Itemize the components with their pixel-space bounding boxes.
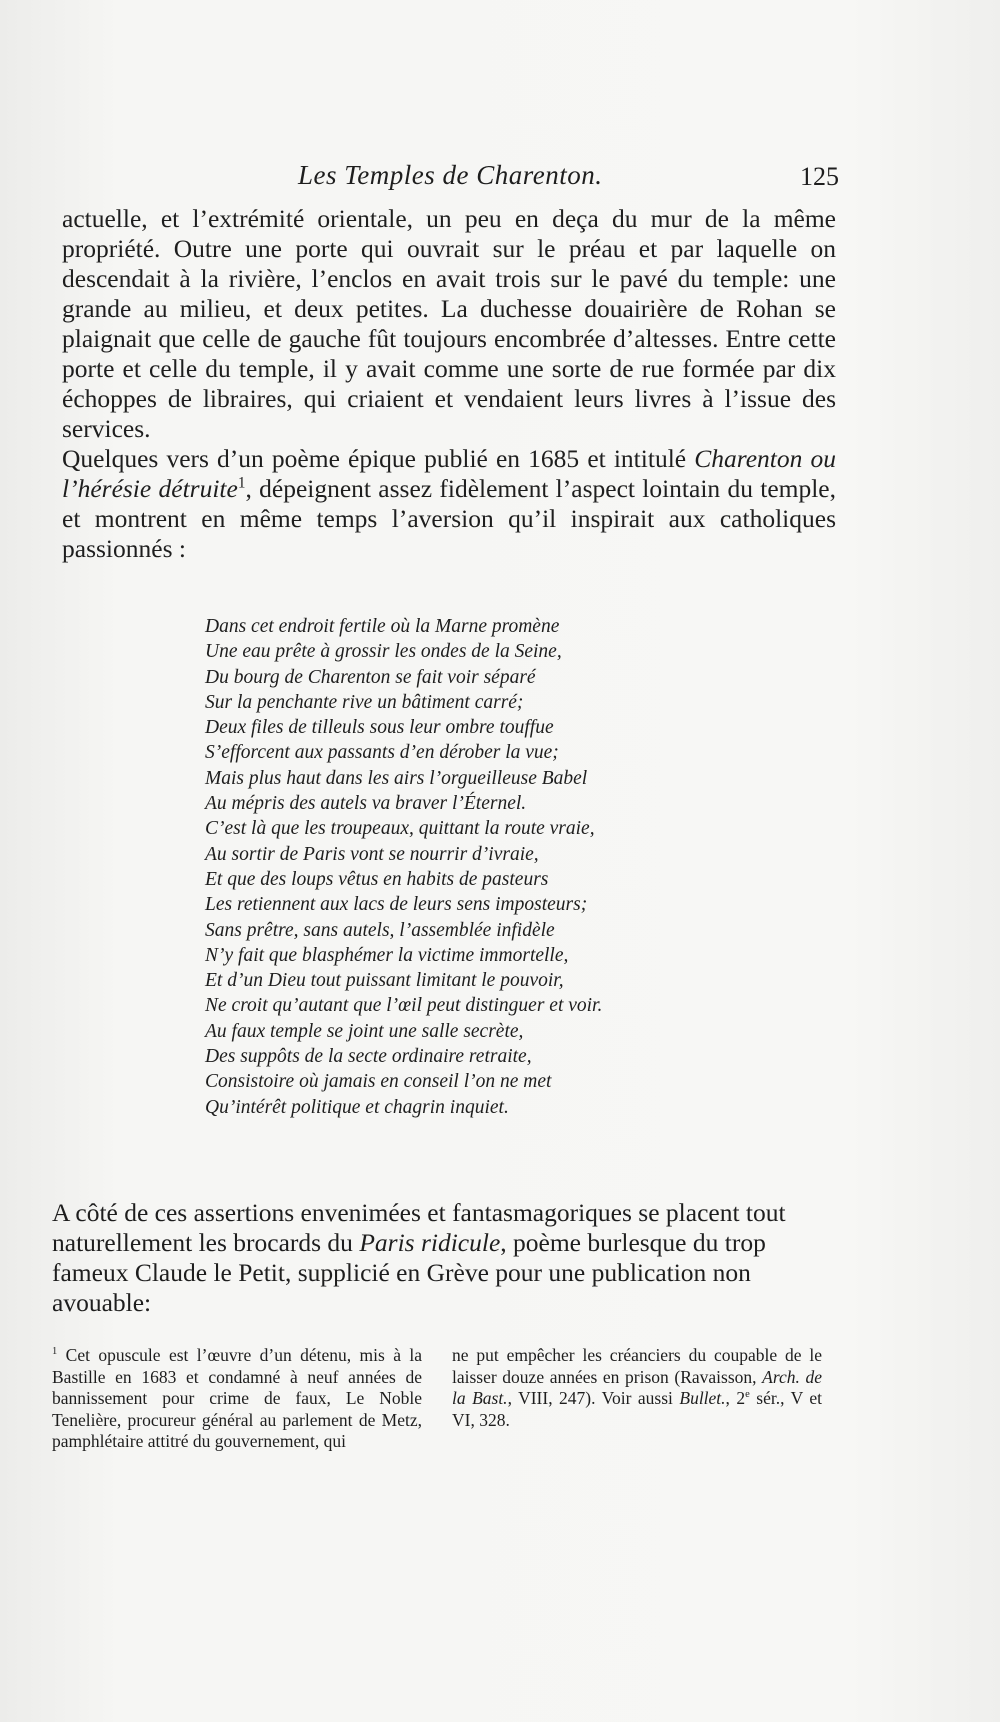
verse-line: Ne croit qu’autant que l’œil peut distinguer et voir. — [205, 995, 603, 1017]
verse-line: Une eau prête à grossir les ondes de la Seine, — [205, 641, 562, 663]
verse-line: Les retiennent aux lacs de leurs sens imposteurs; — [205, 894, 588, 916]
footnote-right-text-3: , 2 — [725, 1388, 746, 1408]
body-text-2 — [52, 1172, 826, 1343]
paragraph-3 — [52, 1198, 826, 1318]
verse-line: Au mépris des autels va braver l’Éternel. — [205, 793, 527, 815]
verse-line: Mais plus haut dans les airs l’orgueilleuse Babel — [205, 767, 588, 789]
paragraph-3-before: A côté de ces assertions envenimées et fantasmagoriques se placent tout naturellement les brocards du — [52, 1197, 786, 1257]
body-text — [62, 204, 836, 564]
paragraph-1: actuelle, et l’extrémité orientale, un peu en deça du mur de la même propriété. Outre une porte qui ouvrait sur le préau et par laquelle on descendait à la rivière, l’enclos en avait trois sur le pavé du temple: une grande au milieu, et deux petites. La duchesse douairière de Rohan se plaignait que celle de gauche fût toujours encombrée d’altesses. Entre cette porte et celle du temple, il y avait comme une sorte de rue formée par dix échoppes de libraires, qui criaient et vendaient leurs livres à l’issue des services. — [62, 204, 836, 443]
verse-line: Sur la penchante rive un bâtiment carré; — [205, 691, 524, 713]
verse-line: Au sortir de Paris vont se nourrir d’ivraie, — [205, 843, 539, 865]
footnote-right-column — [452, 1345, 822, 1431]
verse-line: N’y fait que blasphémer la victime immortelle, — [205, 944, 569, 966]
footnote-superscript: e — [745, 1389, 750, 1401]
verse-line: Des suppôts de la secte ordinaire retraite, — [205, 1046, 532, 1068]
running-title: Les Temples de Charenton. — [298, 160, 603, 190]
footnote-ref-arch: Arch. de la Bast. — [452, 1366, 823, 1408]
footnote-right-text-2: , VIII, 247). Voir aussi — [507, 1388, 680, 1408]
verse-line: Consistoire où jamais en conseil l’on ne met — [205, 1071, 552, 1093]
verse-line: Et d’un Dieu tout puissant limitant le pouvoir, — [205, 970, 564, 992]
page-number: 125 — [800, 162, 839, 191]
verse-line: Dans cet endroit fertile où la Marne promène — [205, 616, 560, 637]
verse-line: Du bourg de Charenton se fait voir séparé — [205, 666, 536, 688]
footnote-left-column — [52, 1345, 422, 1453]
footnote-marker: 1 — [52, 1346, 58, 1358]
verse-line: Et que des loups vêtus en habits de pasteurs — [205, 868, 549, 890]
footnote-right-text-4: sér., V et VI, 328. — [452, 1388, 823, 1430]
verse-line: C’est là que les troupeaux, quittant la route vraie, — [205, 818, 595, 840]
verse-line: Qu’intérêt politique et chagrin inquiet. — [205, 1096, 509, 1118]
paragraph-2 — [62, 444, 836, 564]
paris-ridicule-title: Paris ridicule — [359, 1227, 501, 1257]
verse-line: Au faux temple se joint une salle secrète, — [205, 1020, 524, 1042]
verse-line: S’efforcent aux passants d’en dérober la vue; — [205, 742, 559, 764]
poem-title: Charenton ou l’hérésie détruite — [62, 444, 837, 503]
running-head — [0, 160, 1000, 200]
verse-line: Sans prêtre, sans autels, l’assemblée infidèle — [205, 919, 555, 941]
verse-quotation — [205, 614, 725, 1120]
footnote-reference: 1 — [237, 474, 246, 492]
footnote-ref-bullet: Bullet. — [679, 1388, 726, 1408]
footnote-left-text: Cet opuscule est l’œuvre d’un détenu, mis à la Bastille en 1683 et condamné à neuf années de bannissement pour crime de faux, Le Noble Tenelière, procureur général au parlement de Metz, pamphlétaire attitré du gouvernement, qui — [52, 1345, 423, 1451]
verse-line: Deux files de tilleuls sous leur ombre touffue — [205, 717, 554, 739]
paragraph-3-after: , poème burlesque du trop fameux Claude le Petit, supplicié en Grève pour une publication non avouable: — [52, 1227, 766, 1317]
paragraph-2-before: Quelques vers d’un poème épique publié en 1685 et intitulé — [62, 444, 695, 473]
footnote-right-text-1: ne put empêcher les créanciers du coupable de le laisser douze années en prison (Ravaisson, — [452, 1345, 822, 1387]
paragraph-2-after: , dépeignent assez fidèlement l’aspect lointain du temple, et montrent en même temps l’aversion qu’il inspirait aux catholiques passionnés : — [62, 474, 836, 563]
